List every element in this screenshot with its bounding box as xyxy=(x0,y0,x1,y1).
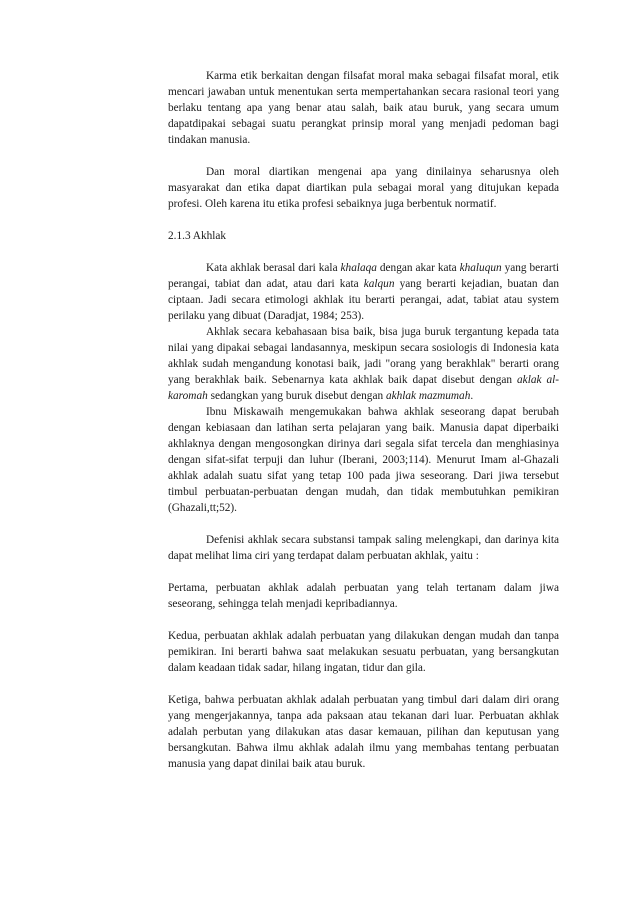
italic-term-akhlak-mazmumah: akhlak mazmumah xyxy=(385,390,471,402)
text-run: yang berarti perangai, tabiat dan adat, atau dari kata xyxy=(168,262,559,290)
text-run: Kata akhlak berasal dari kala xyxy=(206,262,341,274)
text-run: dengan akar kata xyxy=(376,262,460,274)
document-page xyxy=(168,68,559,772)
italic-term-khaluqun: khaluqun xyxy=(459,262,502,274)
paragraph-moral: Dan moral diartikan mengenai apa yang dinilainya seharusnya oleh masyarakat dan etika dapat diartikan pula sebagai moral yang ditujukan kepada profesi. Oleh karena itu etika profesi sebaiknya juga berbentuk normatif. xyxy=(168,166,559,210)
italic-term-khalaqa: khalaqa xyxy=(340,262,377,274)
paragraph-kebahasaan xyxy=(168,324,559,404)
text-run: yang berarti kejadian, buatan dan ciptaan. Jadi secara etimologi akhlak itu berarti perangai, adat, tabiat atau system perilaku yang dibuat (Daradjat, 1984; 253). xyxy=(168,278,559,322)
paragraph-ibnu-miskawaih: Ibnu Miskawaih mengemukakan bahwa akhlak seseorang dapat berubah dengan kebiasaan dan latihan serta pelajaran yang baik. Manusia dapat diperbaiki akhlaknya dengan mengosongkan dirinya dari segala sifat tercela dan menghiasinya dengan sifat-sifat terpuji dan luhur (Iberani, 2003;114). Menurut Imam al-Ghazali akhlak adalah suatu sifat yang tetap 100 pada jiwa seseorang. Dari jiwa tersebut timbul perbuatan-perbuatan dengan mudah, dan tidak membutuhkan pemikiran (Ghazali,tt;52). xyxy=(168,406,559,514)
text-run: Akhlak secara kebahasaan bisa baik, bisa juga buruk tergantung kepada tata nilai yang dipakai sebagai landasannya, meskipun secara sosiologis di Indonesia kata akhlak sudah mengandung konotasi baik, jadi "orang yang berakhlak" berarti orang yang berakhlak baik. Sebenarnya kata akhlak baik dapat disebut dengan xyxy=(168,326,559,386)
paragraph-definisi: Defenisi akhlak secara substansi tampak saling melengkapi, dan darinya kita dapat melihat lima ciri yang terdapat dalam perbuatan akhlak, yaitu : xyxy=(168,534,559,562)
italic-term-kalqun: kalqun xyxy=(363,278,395,290)
italic-term-aklak-al-karomah: aklak al-karomah xyxy=(168,374,559,402)
paragraph-kedua: Kedua, perbuatan akhlak adalah perbuatan yang dilakukan dengan mudah dan tanpa pemikiran. Ini berarti bahwa saat melakukan sesuatu perbuatan, yang bersangkutan dalam keadaan tidak sadar, hilang ingatan, tidur dan gila. xyxy=(168,630,559,674)
section-heading-akhlak: 2.1.3 Akhlak xyxy=(168,230,227,242)
paragraph-ketiga: Ketiga, bahwa perbuatan akhlak adalah perbuatan yang timbul dari dalam diri orang yang mengerjakannya, tanpa ada paksaan atau tekanan dari luar. Perbuatan akhlak adalah perbutan yang dilakukan atas dasar kemauan, pilihan dan keputusan yang bersangkutan. Bahwa ilmu akhlak adalah ilmu yang membahas tentang perbuatan manusia yang dapat dinilai baik atau buruk. xyxy=(168,694,559,770)
text-run: . xyxy=(470,390,474,402)
paragraph-karma-etik: Karma etik berkaitan dengan filsafat moral maka sebagai filsafat moral, etik mencari jawaban untuk menentukan serta mempertahankan secara rasional teori yang berlaku tentang apa yang benar atau salah, baik atau buruk, yang secara umum dapatdipakai sebagai suatu perangkat prinsip moral yang menjadi pedoman bagi tindakan manusia. xyxy=(168,70,559,146)
paragraph-pertama: Pertama, perbuatan akhlak adalah perbuatan yang telah tertanam dalam jiwa seseorang, sehingga telah menjadi kepribadiannya. xyxy=(168,582,559,610)
paragraph-etimologi xyxy=(168,260,559,324)
text-run: sedangkan yang buruk disebut dengan xyxy=(207,390,386,402)
